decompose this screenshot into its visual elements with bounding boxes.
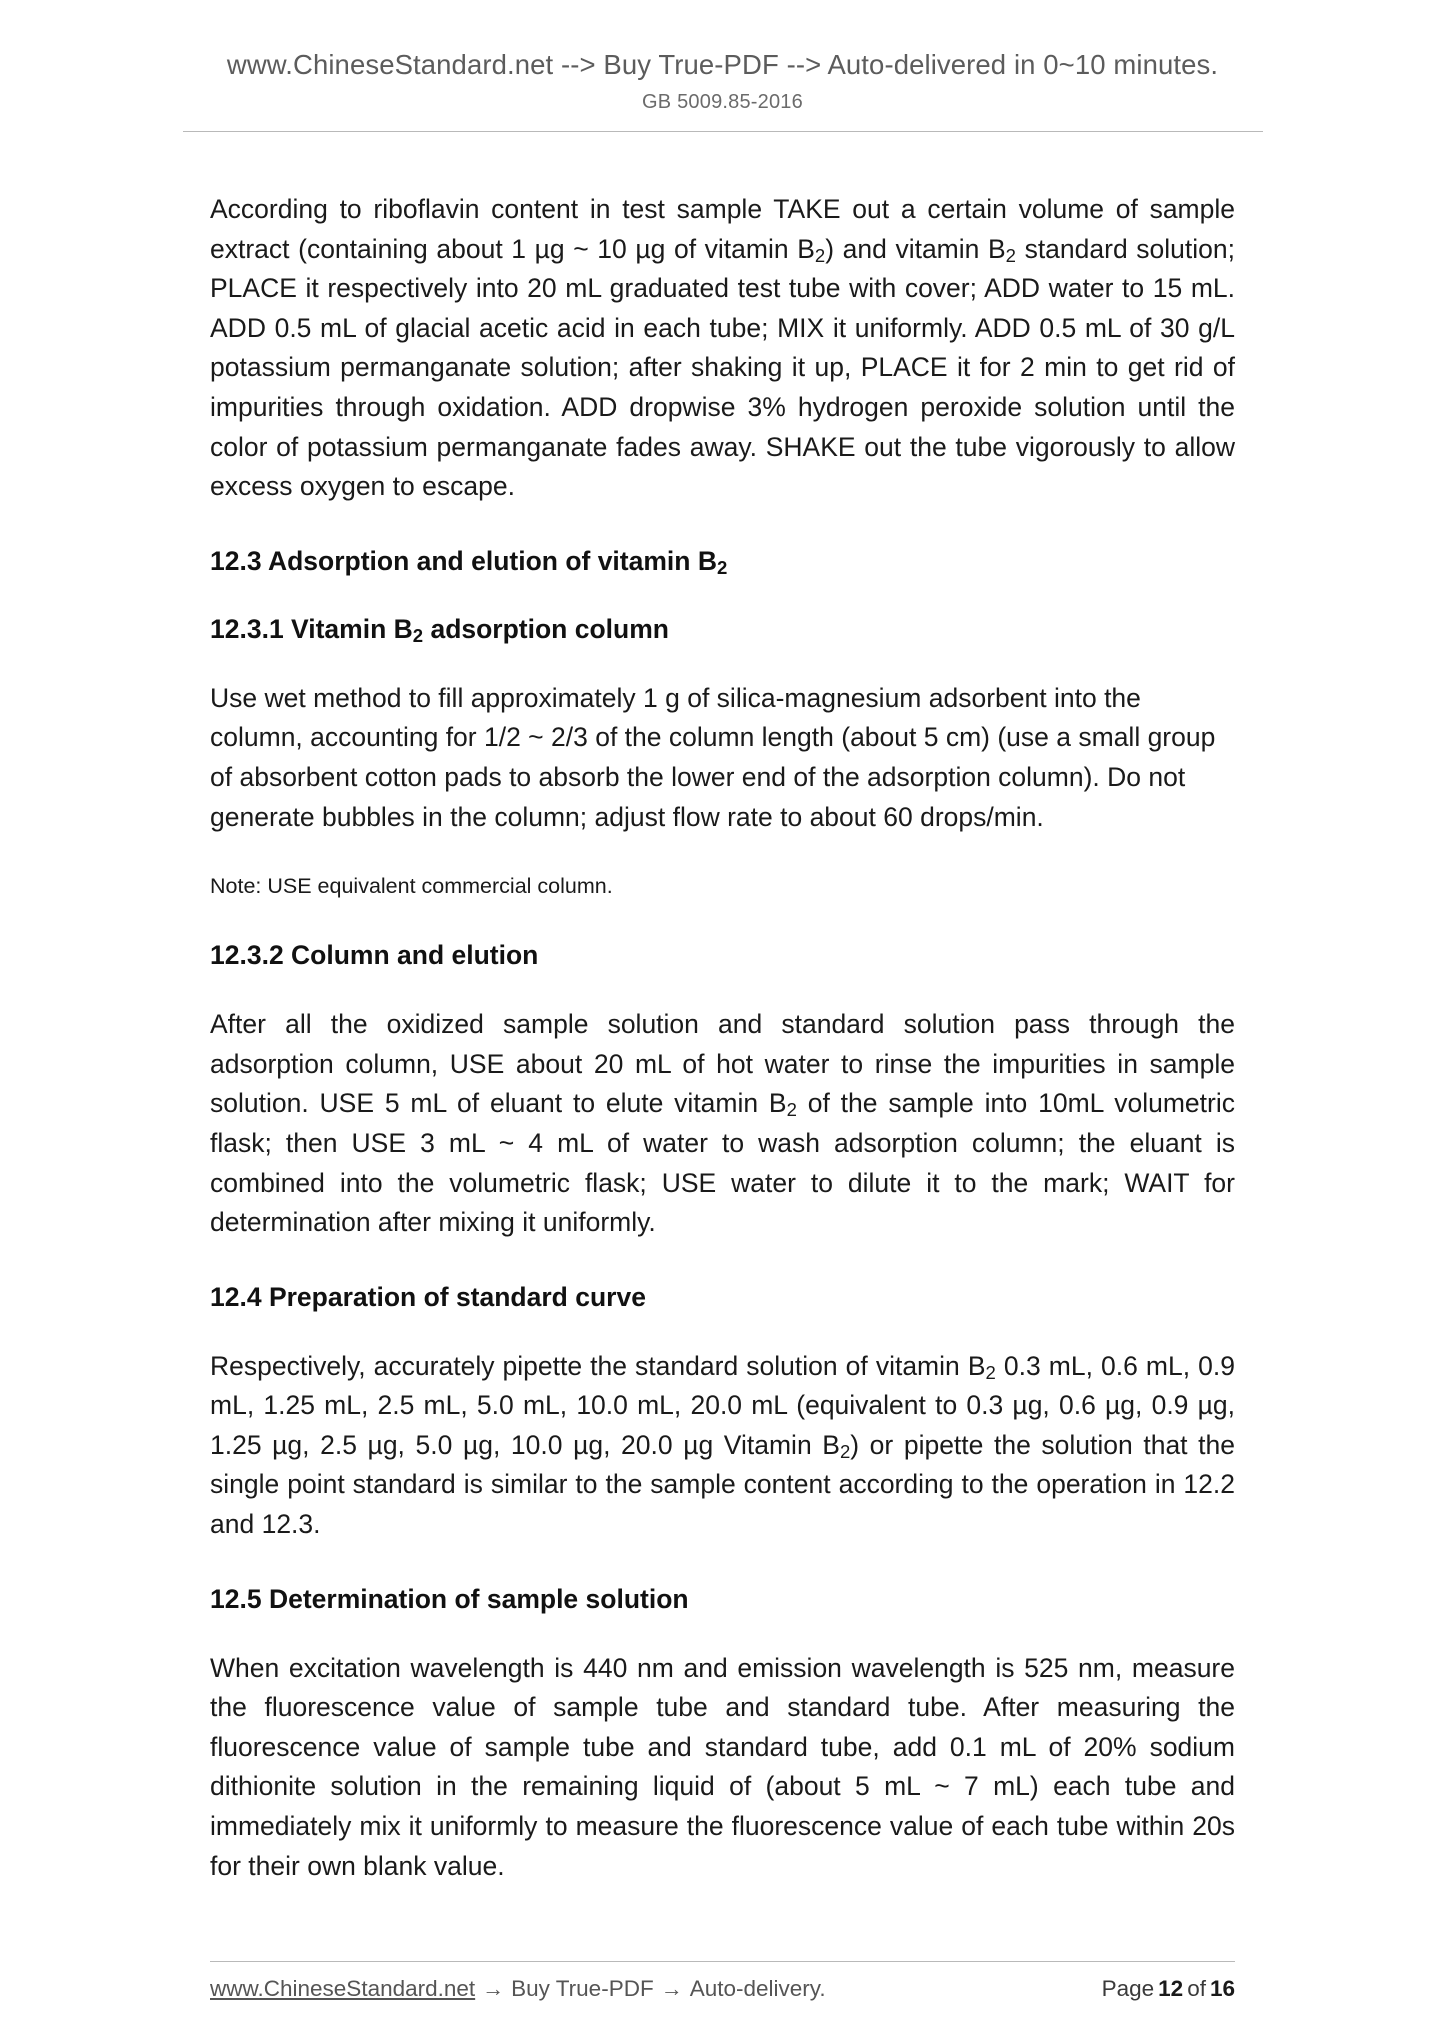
footer-of-label: of <box>1187 1976 1206 2001</box>
spacer <box>210 1243 1235 1279</box>
heading-12-3-label: 12.3 Adsorption and elution of vitamin B <box>210 545 717 576</box>
footer-page-total: 16 <box>1209 1976 1235 2001</box>
footer-page-label: Page <box>1101 1976 1155 2001</box>
spacer <box>210 647 1235 679</box>
heading-12-4: 12.4 Preparation of standard curve <box>210 1281 646 1312</box>
document-content <box>210 190 1235 1886</box>
subscript-b2: 2 <box>786 1099 797 1121</box>
heading-12-3-1-label-a: 12.3.1 Vitamin B <box>210 613 413 644</box>
paragraph-12-3-2-part2: of the sample into 10mL volumetric flask; then USE 3 mL ~ 4 mL of water to wash adsorption column; the eluant is combined into the volumetric flask; USE water to dilute it to the mark; WAIT for determination after mixing it uniformly. <box>210 1088 1235 1238</box>
spacer <box>210 901 1235 937</box>
spacer <box>210 973 1235 1005</box>
paragraph-intro-part2: ) and vitamin B <box>825 233 1006 264</box>
footer-page-number: 12 <box>1158 1976 1184 2001</box>
paragraph-12-5: When excitation wavelength is 440 nm and emission wavelength is 525 nm, measure the fluorescence value of sample tube and standard tube. After measuring the fluorescence value of sample tube and standard tube, add 0.1 mL of 20% sodium dithionite solution in the remaining liquid of (about 5 mL ~ 7 mL) each tube and immediately mix it uniformly to measure the fluorescence value of each tube within 20s for their own blank value. <box>210 1652 1235 1881</box>
heading-12-3-1-label-b: adsorption column <box>423 613 669 644</box>
footer-page-info <box>1102 1976 1235 2002</box>
footer-website-link[interactable]: www.ChineseStandard.net <box>210 1976 476 2001</box>
spacer <box>210 1315 1235 1347</box>
subscript-b2: 2 <box>985 1361 996 1383</box>
spacer <box>210 837 1235 871</box>
page-header <box>0 0 1445 132</box>
paragraph-12-4 <box>210 1347 1235 1545</box>
paragraph-intro-part1: According to riboflavin content in test sample TAKE out a certain volume of sample extract (containing about 1 µg ~ 10 µg of vitamin B <box>210 194 1235 264</box>
subscript-b2: 2 <box>1005 244 1016 266</box>
paragraph-intro <box>210 190 1235 507</box>
paragraph-12-3-1: Use wet method to fill approximately 1 g of silica-magnesium adsorbent into the column, accounting for 1/2 ~ 2/3 of the column length (about 5 cm) (use a small group of absorbent cotton pads to absorb the lower end of the adsorption column). Do not generate bubbles in the column; adjust flow rate to about 60 drops/min. <box>210 682 1216 832</box>
arrow-right-icon: → <box>660 1976 683 2001</box>
paragraph-intro-part3: standard solution; PLACE it respectively into 20 mL graduated test tube with cover; ADD water to 15 mL. ADD 0.5 mL of glacial acetic acid in each tube; MIX it uniformly. ADD 0.5 mL of 30 g/L potassium permanganate solution; after shaking it up, PLACE it for 2 min to get rid of impurities through oxidation. ADD dropwise 3% hydrogen peroxide solution until the color of potassium permanganate fades away. SHAKE out the tube vigorously to allow excess oxygen to escape. <box>210 233 1235 502</box>
header-promo-text: www.ChineseStandard.net --> Buy True-PDF --> Auto-delivered in 0~10 minutes. <box>226 49 1219 80</box>
footer-divider <box>210 1961 1235 1962</box>
heading-12-5: 12.5 Determination of sample solution <box>210 1583 689 1614</box>
footer-row <box>210 1976 1235 2002</box>
note-12-3-1: Note: USE equivalent commercial column. <box>210 874 613 899</box>
spacer <box>210 1545 1235 1581</box>
subscript-b2: 2 <box>814 244 826 266</box>
paragraph-12-4-part1: Respectively, accurately pipette the standard solution of vitamin B <box>210 1350 986 1381</box>
footer-buy-text: Buy True-PDF <box>511 1976 654 2001</box>
arrow-right-icon: → <box>482 1976 505 2001</box>
paragraph-12-4-part2: 0.3 mL, 0.6 mL, 0.9 mL, 1.25 mL, 2.5 mL, 5.0 mL, 10.0 mL, 20.0 mL (equivalent to 0.3 µg, 0.6 µg, 0.9 µg, 1.25 µg, 2.5 µg, 5.0 µg, 10.0 µg, 20.0 µg Vitamin B <box>210 1350 1235 1460</box>
paragraph-12-4-part3: ) or pipette the solution that the single point standard is similar to the sample content according to the operation in 12.2 and 12.3. <box>210 1429 1235 1540</box>
heading-12-3-1 <box>210 611 1235 647</box>
header-standard-number: GB 5009.85-2016 <box>642 91 803 114</box>
subscript-b2: 2 <box>716 556 728 578</box>
paragraph-12-3-2-part1: After all the oxidized sample solution and standard solution pass through the adsorption column, USE about 20 mL of hot water to rinse the impurities in sample solution. USE 5 mL of eluant to elute vitamin B <box>210 1009 1235 1119</box>
header-divider <box>183 131 1263 132</box>
subscript-b2: 2 <box>412 624 424 646</box>
spacer <box>210 507 1235 543</box>
page-footer <box>210 1961 1235 2002</box>
subscript-b2: 2 <box>839 1440 851 1462</box>
heading-12-3 <box>210 543 1235 579</box>
footer-delivery-text: Auto-delivery. <box>689 1976 826 2001</box>
spacer <box>210 579 1235 611</box>
spacer <box>210 1617 1235 1649</box>
paragraph-12-3-2 <box>210 1005 1235 1243</box>
heading-12-3-2: 12.3.2 Column and elution <box>210 940 539 971</box>
